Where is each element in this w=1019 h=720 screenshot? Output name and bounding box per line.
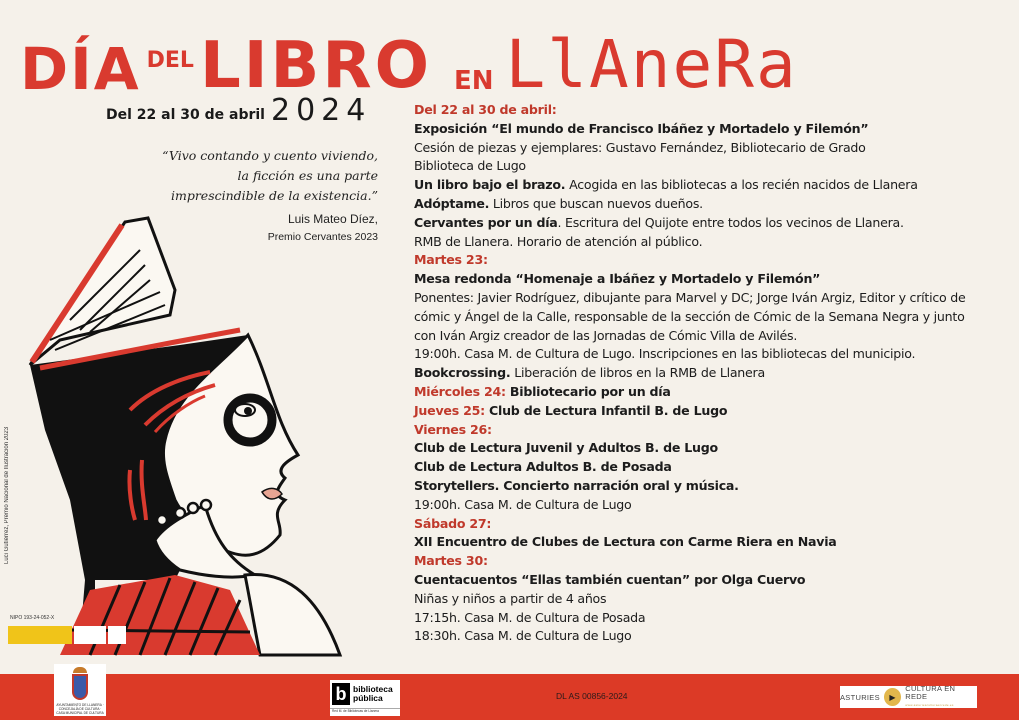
- schedule-detail: Ponentes: Javier Rodríguez, dibujante para Marvel y DC; Jorge Iván Argiz, Editor y crítico de: [414, 289, 966, 305]
- quote-text: “Vivo contando y cuento viviendo, la ficción es una parte imprescindible de la existencia.”: [162, 148, 378, 203]
- schedule-line: [414, 383, 1014, 402]
- ministry-logos: [8, 626, 130, 644]
- schedule-line: [414, 176, 1014, 195]
- schedule-line: [414, 458, 1014, 477]
- asturies-cultura-en-rede-logo: [840, 686, 977, 708]
- schedule-event-title: XII Encuentro de Clubes de Lectura con Carme Riera en Navia: [414, 534, 837, 550]
- schedule-event-title: Club de Lectura Adultos B. de Posada: [414, 459, 672, 475]
- schedule-detail: RMB de Llanera. Horario de atención al público.: [414, 233, 703, 249]
- schedule-detail: Liberación de libros en la RMB de Llanera: [510, 365, 765, 381]
- title-llanera: LlAneRa: [505, 26, 798, 103]
- arrow-circle-icon: ▶: [884, 688, 901, 706]
- nipo-code: NIPO 193-24-052-X: [10, 615, 55, 621]
- schedule-detail: cómic y Ángel de la Calle, responsable de la sección de Cómic de la Semana Negra y junto: [414, 308, 965, 324]
- schedule-event-title: Cuentacuentos “Ellas también cuentan” por Olga Cuervo: [414, 571, 806, 587]
- schedule-line: [414, 627, 1014, 646]
- title-en: EN: [454, 66, 494, 96]
- schedule-detail: Libros que buscan nuevos dueños.: [489, 195, 703, 211]
- schedule-date-heading: Del 22 al 30 de abril:: [414, 102, 557, 117]
- poster-dates: [106, 93, 372, 128]
- crest-caption: AYUNTAMIENTO DE LLANERA · CONCEJALÍA DE CULTURA · CASA MUNICIPAL DE CULTURA: [56, 703, 104, 715]
- date-range: Del 22 al 30 de abril: [106, 107, 265, 123]
- reading-plan-logo: [108, 626, 126, 644]
- event-schedule: [414, 101, 1014, 646]
- public-library-logo: [330, 680, 400, 716]
- crown-icon: [73, 667, 87, 673]
- schedule-detail: con Iván Argiz creador de las Jornadas de Cómic Villa de Avilés.: [414, 327, 798, 343]
- schedule-event-title: Un libro bajo el brazo.: [414, 177, 566, 193]
- schedule-line: [414, 515, 1014, 534]
- illustration-credit: Luci Gutiérrez, Premio Nacional de Ilustración 2023: [4, 426, 10, 564]
- schedule-event-title: Cervantes por un día: [414, 214, 558, 230]
- schedule-line: [414, 364, 1014, 383]
- schedule-date-heading: Martes 30:: [414, 553, 488, 569]
- schedule-date-heading: Viernes 26:: [414, 421, 492, 437]
- cultura-left-text: ASTURIES: [840, 692, 880, 702]
- schedule-event-title: Club de Lectura Infantil B. de Lugo: [489, 402, 728, 418]
- title-dia: DÍA: [20, 35, 141, 103]
- llanera-council-logo: [54, 664, 106, 716]
- schedule-line: [414, 157, 1014, 176]
- schedule-event-title: Bibliotecario por un día: [509, 383, 671, 399]
- schedule-line: [414, 421, 1014, 440]
- schedule-line: [414, 233, 1014, 252]
- schedule-line: [414, 345, 1014, 364]
- schedule-event-title: Bookcrossing.: [414, 365, 511, 381]
- schedule-event-title: Adóptame.: [414, 195, 490, 211]
- schedule-line: [414, 214, 1014, 233]
- schedule-line: [414, 139, 1014, 158]
- schedule-line: [414, 533, 1014, 552]
- schedule-detail: Cesión de piezas y ejemplares: Gustavo Fernández, Bibliotecario de Grado: [414, 139, 866, 155]
- schedule-detail: 19:00h. Casa M. de Cultura de Lugo: [414, 496, 632, 512]
- schedule-date-heading: Miércoles 24:: [414, 383, 510, 399]
- title-libro: LIBRO: [199, 29, 432, 103]
- schedule-detail: 19:00h. Casa M. de Cultura de Lugo. Inscripciones en las bibliotecas del municipio.: [414, 346, 916, 362]
- schedule-line: [414, 477, 1014, 496]
- schedule-date-heading: Martes 23:: [414, 252, 488, 268]
- schedule-detail: . Escritura del Quijote entre todos los vecinos de Llanera.: [557, 214, 904, 230]
- schedule-line: [414, 308, 1014, 327]
- schedule-line: [414, 289, 1014, 308]
- schedule-detail: 17:15h. Casa M. de Cultura de Posada: [414, 609, 646, 625]
- library-b-icon: b: [332, 683, 350, 705]
- schedule-event-title: Storytellers. Concierto narración oral y música.: [414, 477, 739, 493]
- schedule-event-title: Mesa redonda “Homenaje a Ibáñez y Mortadelo y Filemón”: [414, 271, 821, 287]
- ministry-of-culture-logo: [74, 626, 106, 644]
- government-of-spain-logo: [8, 626, 72, 644]
- schedule-detail: Biblioteca de Lugo: [414, 158, 526, 174]
- schedule-line: [414, 402, 1014, 421]
- schedule-line: [414, 195, 1014, 214]
- poster-title: [20, 18, 798, 103]
- schedule-line: [414, 101, 1014, 120]
- title-del: DEL: [146, 48, 194, 73]
- library-logo-line2: pública: [353, 693, 383, 703]
- schedule-line: [414, 251, 1014, 270]
- cultura-url: www.asturiesculturaenrede.es: [905, 703, 954, 707]
- schedule-line: [414, 327, 1014, 346]
- schedule-line: [414, 270, 1014, 289]
- cultura-right-text: CULTURA EN REDE: [905, 684, 956, 701]
- schedule-event-title: Exposición “El mundo de Francisco Ibáñez y Mortadelo y Filemón”: [414, 120, 869, 136]
- schedule-detail: Niñas y niños a partir de 4 años: [414, 590, 607, 606]
- schedule-line: [414, 571, 1014, 590]
- schedule-detail: Acogida en las bibliotecas a los recién nacidos de Llanera: [565, 177, 918, 193]
- schedule-detail: 18:30h. Casa M. de Cultura de Lugo: [414, 628, 632, 644]
- schedule-line: [414, 552, 1014, 571]
- year: 2024: [270, 93, 372, 128]
- library-logo-line1: biblioteca: [353, 684, 393, 694]
- schedule-date-heading: Jueves 25:: [414, 402, 490, 418]
- schedule-date-heading: Sábado 27:: [414, 515, 492, 531]
- schedule-event-title: Club de Lectura Juvenil y Adultos B. de Lugo: [414, 440, 718, 456]
- schedule-line: [414, 590, 1014, 609]
- legal-deposit: DL AS 00856-2024: [556, 691, 628, 701]
- schedule-line: [414, 120, 1014, 139]
- library-network-caption: Red M. de Bibliotecas de Llanera: [330, 708, 400, 713]
- schedule-line: [414, 496, 1014, 515]
- shield-icon: [72, 674, 88, 700]
- book-head-illustration: [0, 160, 400, 660]
- schedule-line: [414, 439, 1014, 458]
- quote-author: Luis Mateo Díez,: [287, 212, 378, 226]
- schedule-line: [414, 609, 1014, 628]
- quote-award: Premio Cervantes 2023: [267, 231, 378, 243]
